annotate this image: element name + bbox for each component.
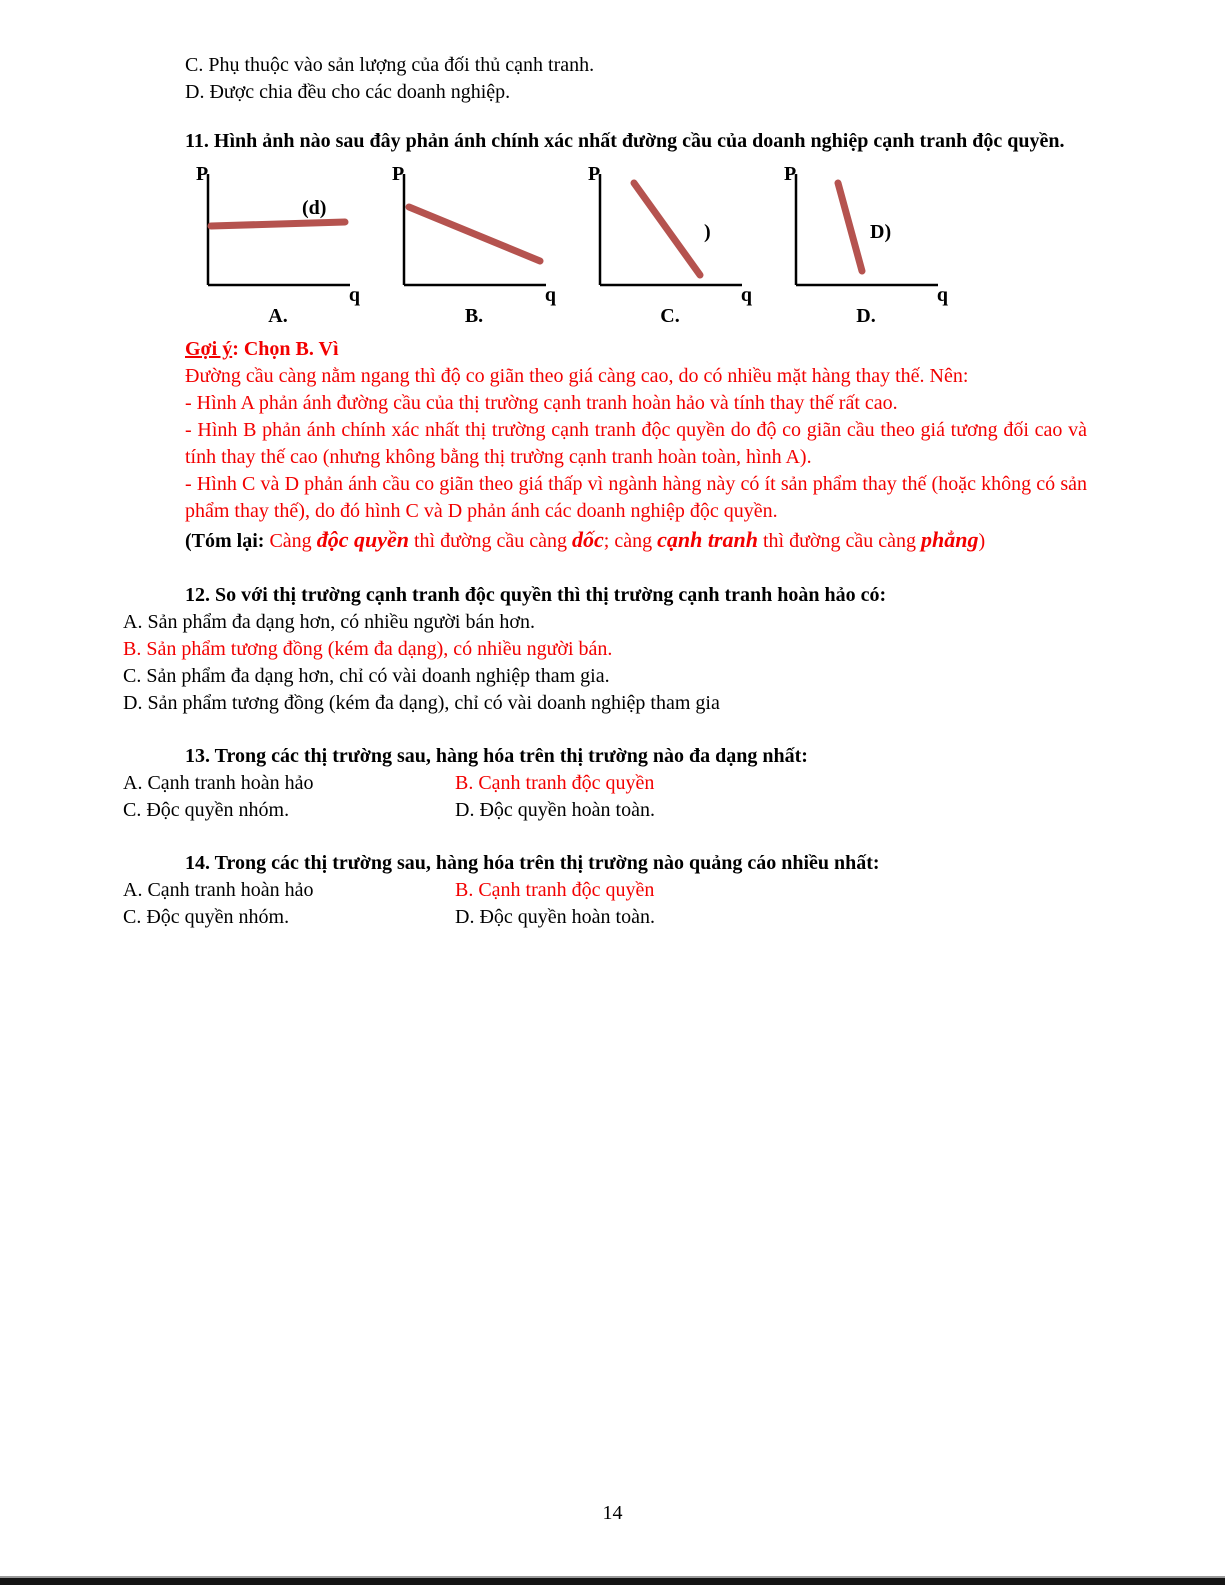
quantity-axis-label: q <box>348 284 360 306</box>
graph-caption-c: C. <box>660 305 680 327</box>
q13-option-c: C. Độc quyền nhóm. <box>123 799 290 821</box>
explanation-line-2: - Hình A phản ánh đường cầu của thị trường cạnh tranh hoàn hảo và tính thay thế rất cao. <box>185 392 898 414</box>
prev-option-c: C. Phụ thuộc vào sản lượng của đối thủ cạnh tranh. <box>185 54 595 76</box>
q12-option-b: B. Sản phẩm tương đồng (kém đa dạng), có nhiều người bán. <box>123 638 613 660</box>
curve-label-d: D) <box>870 221 892 243</box>
demand-graph-a <box>196 163 360 306</box>
graph-b-canvas <box>394 169 554 299</box>
q12-option-a: A. Sản phẩm đa dạng hơn, có nhiều người bán hơn. <box>123 611 535 633</box>
graph-captions-row <box>198 303 1087 330</box>
graph-c-canvas <box>590 169 750 299</box>
quantity-axis-label: q <box>544 284 556 306</box>
summary-line <box>185 525 1087 556</box>
demand-curve-gentle <box>409 207 540 261</box>
question-14-heading: 14. Trong các thị trường sau, hàng hóa trên thị trường nào quảng cáo nhiều nhất: <box>185 852 880 874</box>
q13-option-a: A. Cạnh tranh hoàn hảo <box>123 772 314 794</box>
q14-option-b: B. Cạnh tranh độc quyền <box>455 879 655 901</box>
q13-option-d: D. Độc quyền hoàn toàn. <box>455 799 655 821</box>
q14-options-row-1 <box>123 877 1087 904</box>
q13-options-row-2 <box>123 797 1087 824</box>
q14-option-c: C. Độc quyền nhóm. <box>123 906 290 928</box>
price-axis-label: P <box>196 163 209 185</box>
summary-lead: Càng <box>269 530 317 552</box>
q14-options-row-2 <box>123 904 1087 931</box>
question-11-heading: 11. Hình ảnh nào sau đây phản ánh chính xác nhất đường cầu của doanh nghiệp cạnh tranh độc quyền. <box>185 130 1065 152</box>
summary-em-doc-quyen: độc quyền <box>316 527 409 552</box>
summary-label: Tóm lại <box>191 530 258 552</box>
quantity-axis-label: q <box>936 284 948 306</box>
summary-em-phang: phẳng <box>921 527 979 552</box>
question-12-heading: 12. So với thị trường cạnh tranh độc quyền thì thị trường cạnh tranh hoàn hảo có: <box>185 584 887 606</box>
prev-option-d: D. Được chia đều cho các doanh nghiệp. <box>185 81 511 103</box>
q14-option-d: D. Độc quyền hoàn toàn. <box>455 906 655 928</box>
hint-text: : Chọn B. Vì <box>232 338 339 360</box>
explanation-line-4: - Hình C và D phản ánh cầu co giãn theo giá thấp vì ngành hàng này có ít sản phẩm thay thế (hoặc không có sản phẩm thay thế), do đó hình C và D phản ánh các doanh nghiệp độc quyền. <box>185 473 1087 522</box>
demand-graph-b <box>392 163 556 306</box>
summary-em-canh-tranh: cạnh tranh <box>657 527 758 552</box>
demand-graphs-row <box>196 163 1087 306</box>
q13-option-b: B. Cạnh tranh độc quyền <box>455 772 655 794</box>
graph-caption-d: D. <box>856 305 876 327</box>
price-axis-label: P <box>392 163 405 185</box>
q12-option-d: D. Sản phẩm tương đồng (kém đa dạng), chỉ có vài doanh nghiệp tham gia <box>123 692 720 714</box>
graph-a-canvas <box>198 169 358 299</box>
price-axis-label: P <box>784 163 797 185</box>
question-13-heading: 13. Trong các thị trường sau, hàng hóa trên thị trường nào đa dạng nhất: <box>185 745 808 767</box>
curve-label-c: ) <box>704 221 711 243</box>
summary-colon: : <box>257 530 270 552</box>
explanation-line-1: Đường cầu càng nằm ngang thì độ co giãn theo giá càng cao, do có nhiều mặt hàng thay thế. Nên: <box>185 365 969 387</box>
quantity-axis-label: q <box>740 284 752 306</box>
q13-options-row-1 <box>123 770 1087 797</box>
graph-caption-b: B. <box>464 305 484 327</box>
summary-text-1: thì đường cầu càng <box>408 530 572 552</box>
summary-text-2: ; càng <box>603 530 658 552</box>
q14-option-a: A. Cạnh tranh hoàn hảo <box>123 879 314 901</box>
graph-caption-a: A. <box>268 305 288 327</box>
demand-curve-very-steep <box>838 183 862 271</box>
explanation-line-3: - Hình B phản ánh chính xác nhất thị trường cạnh tranh độc quyền do độ co giãn cầu theo giá tương đối cao và tính thay thế cao (nhưng không bằng thị trường cạnh tranh hoàn toàn, hình A). <box>185 419 1087 468</box>
demand-curve-steep <box>634 183 700 275</box>
curve-label-a: (d) <box>302 197 327 219</box>
demand-graph-d <box>784 163 948 306</box>
hint-line <box>185 336 1087 363</box>
graph-d-canvas <box>786 169 946 299</box>
summary-close-paren: ) <box>978 530 986 552</box>
page-number: 14 <box>602 1502 623 1524</box>
page-bottom-rule <box>0 1576 1225 1585</box>
hint-label: Gợi ý <box>185 338 233 360</box>
demand-graph-c <box>588 163 752 306</box>
q12-option-c: C. Sản phẩm đa dạng hơn, chỉ có vài doanh nghiệp tham gia. <box>123 665 610 687</box>
price-axis-label: P <box>588 163 601 185</box>
demand-curve-flat <box>211 222 345 226</box>
summary-open-paren: ( <box>185 530 192 552</box>
summary-em-doc: dốc <box>572 527 604 552</box>
summary-text-3: thì đường cầu càng <box>757 530 922 552</box>
